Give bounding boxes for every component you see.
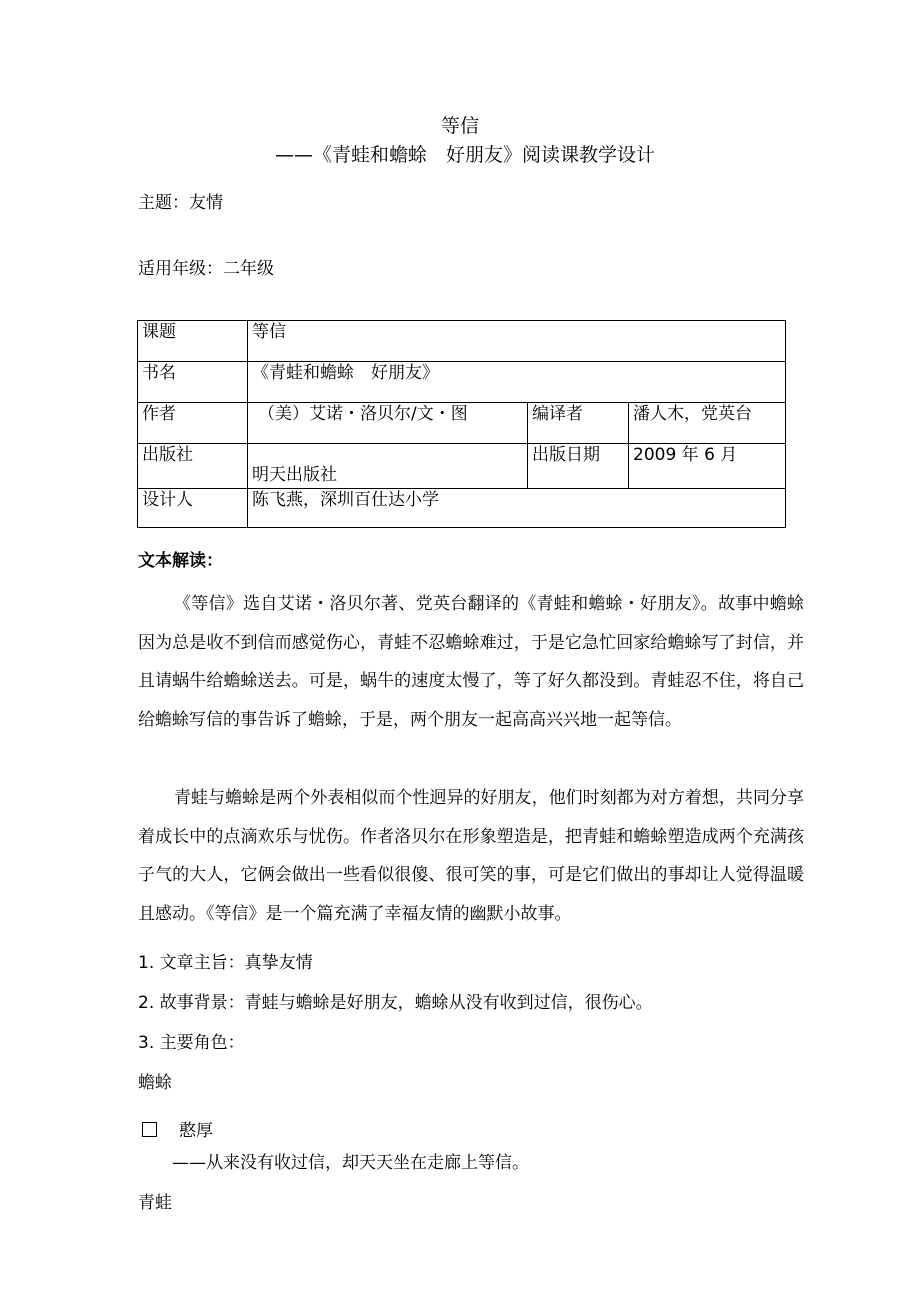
pubdate-label: 出版日期	[528, 444, 629, 489]
checkbox-bullet-icon	[142, 1122, 157, 1137]
table-row	[138, 403, 786, 444]
trait-item	[138, 1119, 213, 1143]
point-theme: 1. 文章主旨：真挚友情	[138, 953, 313, 973]
document-title: 等信	[440, 115, 479, 137]
designer-value: 陈飞燕，深圳百仕达小学	[248, 489, 786, 528]
role-toad: 蟾蜍	[138, 1073, 172, 1093]
trait-label: 憨厚	[179, 1121, 213, 1141]
publisher-value: 明天出版社	[248, 444, 528, 489]
table-row	[138, 444, 786, 489]
translator-value: 潘人木，党英台	[629, 403, 786, 444]
table-row	[138, 489, 786, 528]
document-subtitle: ——《青蛙和蟾蜍 好朋友》阅读课教学设计	[274, 144, 655, 166]
pubdate-value: 2009 年 6 月	[629, 444, 786, 489]
analysis-paragraph-1: 《等信》选自艾诺・洛贝尔著、党英台翻译的《青蛙和蟾蜍・好朋友》。故事中蟾蜍因为总是收不到信而感觉伤心，青蛙不忍蟾蜍难过，于是它急忙回家给蟾蜍写了封信，并且请蜗牛给蟾蜍送去。可是，蜗牛的速度太慢了，等了好久都没到。青蛙忍不住，将自己给蟾蜍写信的事告诉了蟾蜍，于是，两个朋友一起高高兴兴地一起等信。	[138, 594, 804, 730]
topic-value: 等信	[248, 321, 786, 362]
theme-line: 主题：友情	[138, 193, 223, 213]
analysis-heading: 文本解读：	[138, 551, 223, 571]
author-value: （美）艾诺・洛贝尔/文・图	[248, 403, 528, 444]
point-background: 2. 故事背景：青蛙与蟾蜍是好朋友，蟾蜍从没有收到过信，很伤心。	[138, 993, 653, 1013]
analysis-paragraph-2: 青蛙与蟾蜍是两个外表相似而个性迥异的好朋友，他们时刻都为对方着想，共同分享着成长中的点滴欢乐与忧伤。作者洛贝尔在形象塑造是，把青蛙和蟾蜍塑造成两个充满孩子气的大人，它俩会做出一些看似很傻、很可笑的事，可是它们做出的事却让人觉得温暖且感动。《等信》是一个篇充满了幸福友情的幽默小故事。	[138, 788, 804, 924]
book-info-table	[137, 320, 786, 528]
author-label: 作者	[138, 403, 248, 444]
table-row	[138, 362, 786, 403]
translator-label: 编译者	[528, 403, 629, 444]
topic-label: 课题	[138, 321, 248, 362]
table-row	[138, 321, 786, 362]
point-characters: 3. 主要角色：	[138, 1033, 245, 1053]
book-label: 书名	[138, 362, 248, 403]
designer-label: 设计人	[138, 489, 248, 528]
role-frog: 青蛙	[138, 1193, 172, 1213]
grade-line: 适用年级：二年级	[138, 259, 274, 279]
book-value: 《青蛙和蟾蜍 好朋友》	[248, 362, 786, 403]
publisher-label: 出版社	[138, 444, 248, 489]
trait-description: ——从来没有收过信，却天天坐在走廊上等信。	[172, 1153, 529, 1173]
